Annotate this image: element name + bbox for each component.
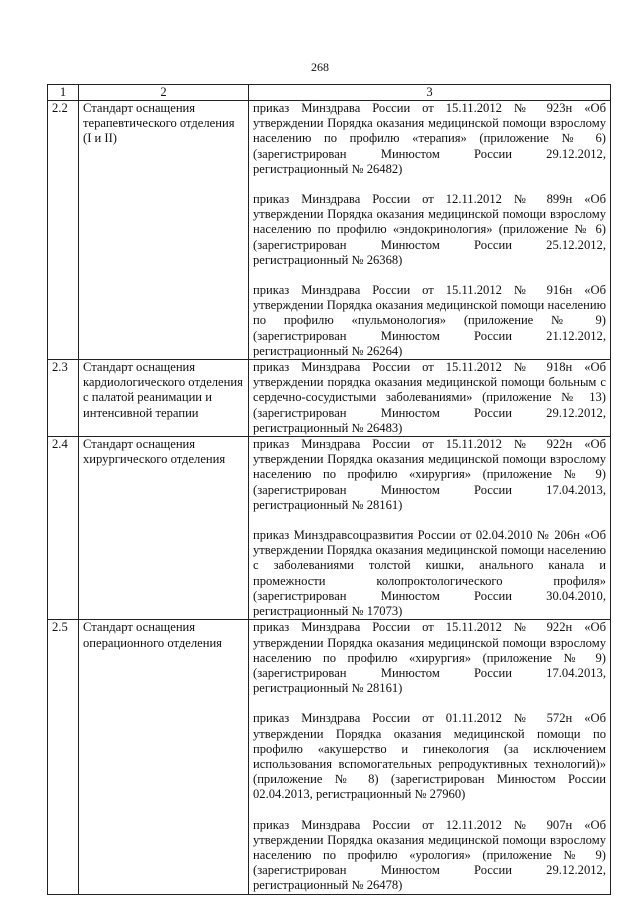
table-row	[48, 620, 611, 895]
legal-references	[249, 620, 611, 895]
legal-references	[249, 101, 611, 360]
table-row	[48, 437, 611, 620]
row-number: 2.2	[48, 101, 79, 360]
legal-reference: приказ Минздрава России от 12.11.2012 № 899н «Об утверждении Порядка оказания медицинской помощи взрослому населению по профилю «эндокринология» (приложение № 6) (зарегистрирован Минюстом России 25.12.2012, регистрационный № 26368)	[253, 192, 606, 267]
row-number: 2.4	[48, 437, 79, 620]
legal-reference: приказ Минздрава России от 01.11.2012 № 572н «Об утверждении Порядка оказания медицинской помощи по профилю «акушерство и гинекология (за исключением использования вспомогательных репродуктивных технологий)» (приложение № 8) (зарегистрирован Минюстом России 02.04.2013, регистрационный № 27960)	[253, 711, 606, 802]
legal-reference: приказ Минздрава России от 15.11.2012 № 922н «Об утверждении Порядка оказания медицинской помощи взрослому населению по профилю «хирургия» (приложение № 9) (зарегистрирован Минюстом России 17.04.2013, регистрационный № 28161)	[253, 620, 606, 696]
page-number: 268	[311, 60, 329, 74]
table-row	[48, 360, 611, 437]
legal-reference: приказ Минздравсоцразвития России от 02.04.2010 № 206н «Об утверждении Порядка оказания медицинской помощи населению с заболеваниями толстой кишки, анального канала и промежности колопроктологического профиля» (зарегистрирован Минюстом России 30.04.2010, регистрационный № 17073)	[253, 528, 606, 619]
legal-reference: приказ Минздрава России от 12.11.2012 № 907н «Об утверждении Порядка оказания медицинской помощи взрослому населению по профилю «урология» (приложение № 9) (зарегистрирован Минюстом России 29.12.2012, регистрационный № 26478)	[253, 817, 606, 893]
column-header: 2	[79, 85, 249, 101]
legal-reference: приказ Минздрава России от 15.11.2012 № 918н «Об утверждении порядка оказания медицинской помощи больным с сердечно-сосудистыми заболеваниями» (приложение № 13) (зарегистрирован Минюстом России 29.12.2012, регистрационный № 26483)	[253, 360, 606, 435]
table-row	[48, 101, 611, 360]
column-header: 1	[48, 85, 79, 101]
legal-references	[249, 360, 611, 437]
row-number: 2.5	[48, 620, 79, 895]
legal-references	[249, 437, 611, 620]
legal-reference: приказ Минздрава России от 15.11.2012 № 922н «Об утверждении Порядка оказания медицинской помощи взрослому населению по профилю «хирургия» (приложение № 9) (зарегистрирован Минюстом России 17.04.2013, регистрационный № 28161)	[253, 437, 606, 512]
standard-name: Стандарт оснащения кардиологического отделения с палатой реанимации и интенсивной терапии	[79, 360, 249, 437]
standard-name: Стандарт оснащения хирургического отделения	[79, 437, 249, 620]
standard-name: Стандарт оснащения операционного отделения	[79, 620, 249, 895]
row-number: 2.3	[48, 360, 79, 437]
legal-reference: приказ Минздрава России от 15.11.2012 № 923н «Об утверждении Порядка оказания медицинской помощи взрослому населению по профилю «терапия» (приложение № 6) (зарегистрирован Минюстом России 29.12.2012, регистрационный № 26482)	[253, 101, 606, 176]
table-header-row	[48, 85, 611, 101]
column-header: 3	[249, 85, 611, 101]
legal-reference: приказ Минздрава России от 15.11.2012 № 916н «Об утверждении Порядка оказания медицинской помощи населению по профилю «пульмонология» (приложение № 9) (зарегистрирован Минюстом России 21.12.2012, регистрационный № 26264)	[253, 283, 606, 358]
standards-table	[47, 84, 611, 895]
standard-name: Стандарт оснащения терапевтического отделения (I и II)	[79, 101, 249, 360]
